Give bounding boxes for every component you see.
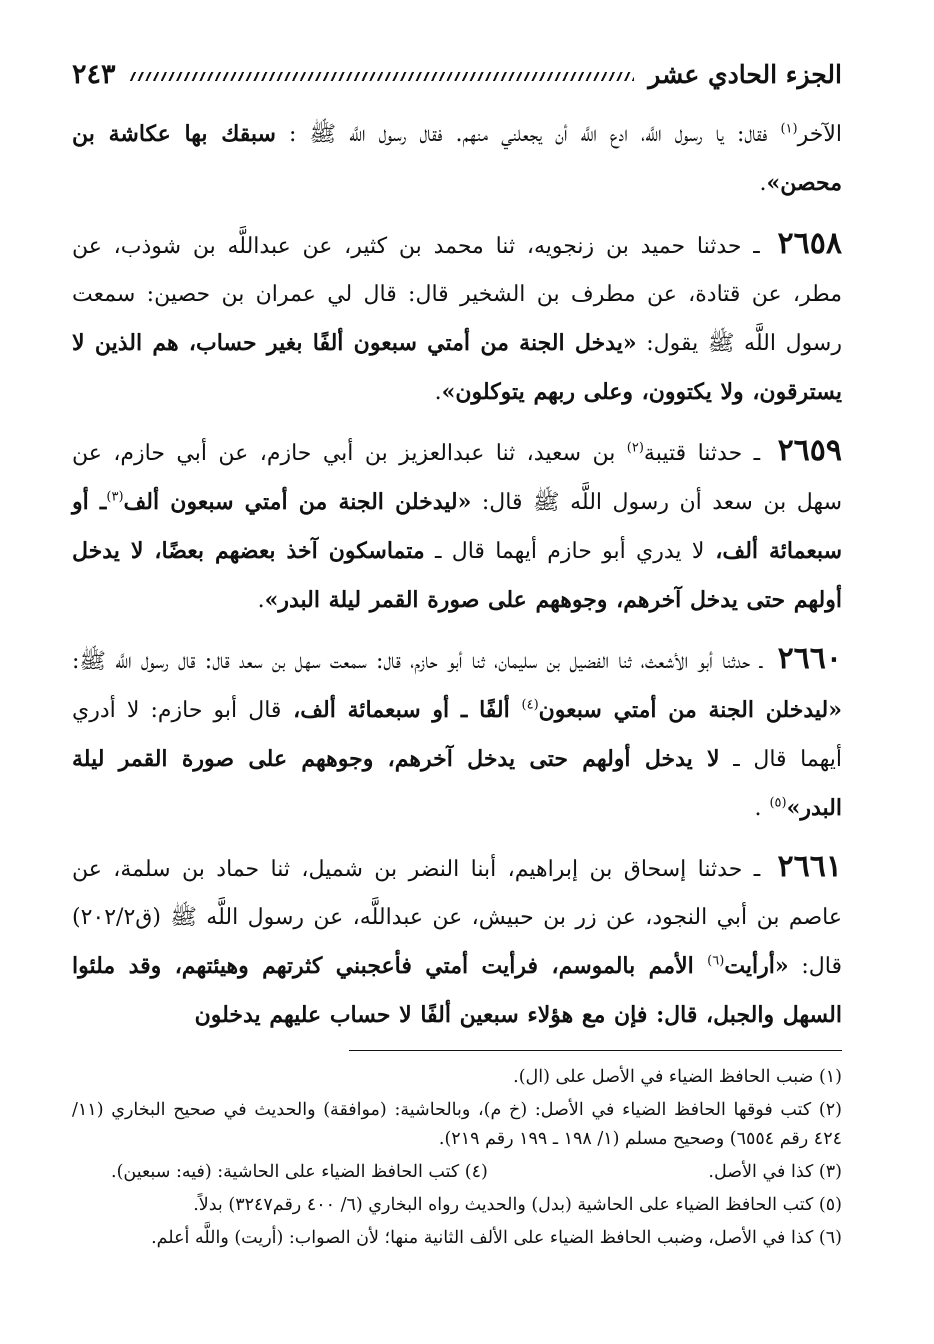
quoted-hadith-text: ـ أو سبعمائة ألف، <box>72 489 842 564</box>
quoted-hadith-text: لا يدخل أولهم حتى يدخل آخرهم، وجوههم على صورة القمر ليلة البدر» <box>72 746 842 821</box>
hadith-paragraph <box>72 427 842 625</box>
narration-text: . <box>257 588 265 613</box>
narration-text: ـ حدثنا أبو الأشعث، ثنا الفضيل بن سليمان، ثنا أبو حازم، قال: سمعت سهل بن سعد قال: قال رسول اللَّه ﷺ: <box>72 649 763 674</box>
quoted-hadith-text: «ليدخلن الجنة من أمتي سبعون ألف <box>123 489 472 515</box>
footnote-6: (٦) كذا في الأصل، وضبب الحافظ الضياء على الألف الثانية منها؛ لأن الصواب: (أريت) واللَّه أعلم. <box>151 1228 842 1248</box>
quoted-hadith-text: «أرأيت <box>724 953 789 979</box>
header-ornament-rule <box>130 72 635 81</box>
footnote-marker: (٥) <box>769 795 787 811</box>
narration-text: لا يدري أبو حازم أيهما قال ـ <box>424 539 705 564</box>
footnote-marker: (٣) <box>106 489 124 505</box>
hadith-number: ٢٦٥٩ <box>777 433 843 468</box>
footnote-1: (١) ضبب الحافظ الضياء في الأصل على (ال). <box>513 1067 842 1087</box>
footnote-4: (٤) كتب الحافظ الضياء على الحاشية: (فيه: سبعين). <box>111 1162 488 1182</box>
footnote-divider <box>349 1050 842 1051</box>
hadith-paragraph <box>72 635 842 833</box>
narration-text: . <box>759 171 767 196</box>
book-part-title: الجزء الحادي عشر <box>648 59 842 89</box>
hadith-paragraph <box>72 110 842 208</box>
narration-text: فقال: يا رسول اللَّه، ادع اللَّه أن يجعلني منهم. فقال رسول اللَّه ﷺ : <box>275 122 781 147</box>
running-header <box>72 52 842 96</box>
quoted-hadith-text: ألفًا ـ أو سبعمائة ألف، <box>281 697 522 723</box>
quoted-hadith-text: الأمم بالموسم، فرأيت أمتي فأعجبني كثرتهم وهيئتهم، وقد ملئوا السهل والجبل، قال: فإن مع هؤلاء سبعين ألفًا لا حساب عليهم يدخلون <box>72 953 842 1028</box>
narration-text: بن سعيد، ثنا عبدالعزيز بن أبي حازم، عن أبي حازم، عن سهل بن سعد أن رسول اللَّه ﷺ قال: <box>72 441 842 515</box>
quoted-hadith-text: متماسكون آخذ بعضهم بعضًا، لا يدخل أولهم حتى يدخل آخرهم، وجوههم على صورة القمر ليلة البدر» <box>72 538 842 613</box>
narration-text: ـ حدثنا إسحاق بن إبراهيم، أبنا النضر بن شميل، ثنا حماد بن سلمة، عن عاصم بن أبي النجود، عن زر بن حبيش، عن عبداللَّه، عن رسول اللَّه ﷺ (ق٢٠٢/٢) قال: <box>72 857 843 979</box>
hadith-number: ٢٦٥٨ <box>777 226 842 261</box>
footnote-marker: (٤) <box>521 697 539 713</box>
quoted-hadith-text: «يدخل الجنة من أمتي سبعون ألفًا بغير حساب، هم الذين لا يسترقون، ولا يكتوون، وعلى ربهم يتوكلون» <box>72 330 842 405</box>
quoted-hadith-text: سبقك بها عكاشة بن محصن» <box>72 121 842 196</box>
narration-text: قال أبو حازم: لا أدري أيهما قال ـ <box>72 698 842 772</box>
page-number: ٢٤٣ <box>72 58 116 90</box>
quoted-hadith-text: «ليدخلن الجنة من أمتي سبعون <box>538 697 842 723</box>
narration-text: . <box>434 380 442 405</box>
main-text <box>72 110 842 1040</box>
narration-text: الآخر <box>797 122 843 147</box>
footnotes <box>72 1063 842 1253</box>
narration-text: . <box>754 796 770 821</box>
footnote-row-3-4 <box>72 1158 842 1187</box>
narration-text: ـ حدثنا قتيبة <box>643 441 761 466</box>
hadith-number: ٢٦٦١ <box>777 849 842 884</box>
footnote-marker: (٢) <box>626 440 644 456</box>
footnote-2: (٢) كتب فوقها الحافظ الضياء في الأصل: (خ م)، وبالحاشية: (موافقة) والحديث في صحيح البخاري (١١/ ٤٢٤ رقم ٦٥٥٤) وصحيح مسلم (١/ ١٩٨ ـ ١٩٩ رقم ٢١٩). <box>72 1100 842 1149</box>
footnote-3: (٣) كذا في الأصل. <box>708 1162 842 1182</box>
hadith-paragraph <box>72 220 842 417</box>
hadith-number: ٢٦٦٠ <box>777 641 843 676</box>
footnote-marker: (١) <box>780 121 798 137</box>
footnote-marker: (٦) <box>707 953 725 969</box>
hadith-paragraph <box>72 843 842 1040</box>
narration-text: ـ حدثنا حميد بن زنجويه، ثنا محمد بن كثير، عن عبداللَّه بن شوذب، عن مطر، عن قتادة، عن مطرف بن الشخير قال: قال لي عمران بن حصين: سمعت رسول اللَّه ﷺ يقول: <box>72 234 842 356</box>
footnote-5: (٥) كتب الحافظ الضياء على الحاشية (بدل) والحديث رواه البخاري (٦/ ٤٠٠ رقم٣٢٤٧) بدلاً. <box>193 1195 842 1215</box>
book-page <box>72 52 842 1304</box>
